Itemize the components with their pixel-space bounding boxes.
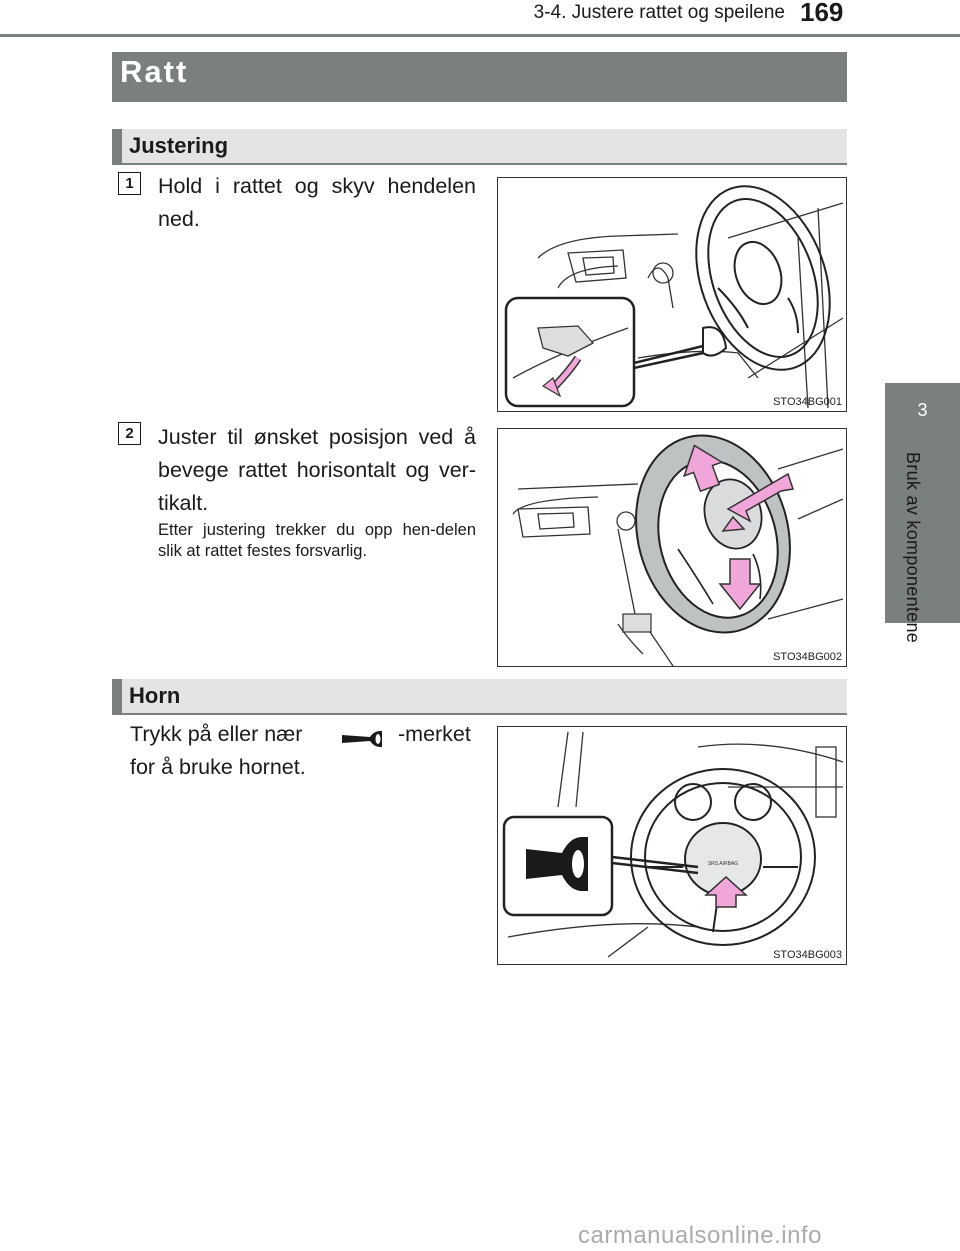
page-title-bar (112, 52, 847, 102)
section-heading-adjustment (112, 129, 847, 165)
header-rule (0, 34, 960, 37)
horn-icon (340, 729, 384, 754)
step-1-text: Hold i rattet og skyv hendelen ned. (158, 174, 476, 231)
section-heading-label: Justering (129, 133, 229, 158)
steering-lever-illustration (498, 178, 846, 411)
horn-text-before: Trykk på eller nær (130, 722, 303, 746)
page-title: Ratt (120, 54, 189, 89)
section-accent (112, 129, 122, 165)
figure-horn (497, 726, 847, 965)
figure-code-3: STO34BG003 (773, 949, 842, 961)
step-number-2: 2 (118, 422, 141, 445)
figure-code-1: STO34BG001 (773, 396, 842, 408)
svg-text:SRS AIRBAG: SRS AIRBAG (707, 861, 739, 867)
figure-steering-lever (497, 177, 847, 412)
horn-text-line2: for å bruke hornet. (130, 755, 306, 779)
step-2-note: Etter justering trekker du opp hen-delen slik at rattet festes forsvarlig. (158, 521, 476, 560)
page-number: 169 (800, 0, 844, 27)
chapter-number: 3 (917, 400, 928, 420)
section-heading-horn (112, 679, 847, 715)
horn-text-after: -merket (398, 722, 471, 746)
footer-watermark: carmanualsonline.info (578, 1222, 822, 1249)
section-accent (112, 679, 122, 715)
horn-illustration (498, 727, 846, 964)
step-2-text: Juster til ønsket posisjon ved å bevege rattet horisontalt og ver-tikalt. (158, 425, 476, 515)
section-heading-label: Horn (129, 683, 181, 708)
figure-steering-adjust (497, 428, 847, 667)
steering-adjust-illustration (498, 429, 846, 666)
step-number-1: 1 (118, 172, 141, 195)
running-header-title: 3-4. Justere rattet og speilene (533, 2, 785, 23)
chapter-title: Bruk av komponentene (903, 452, 923, 644)
figure-code-2: STO34BG002 (773, 651, 842, 663)
